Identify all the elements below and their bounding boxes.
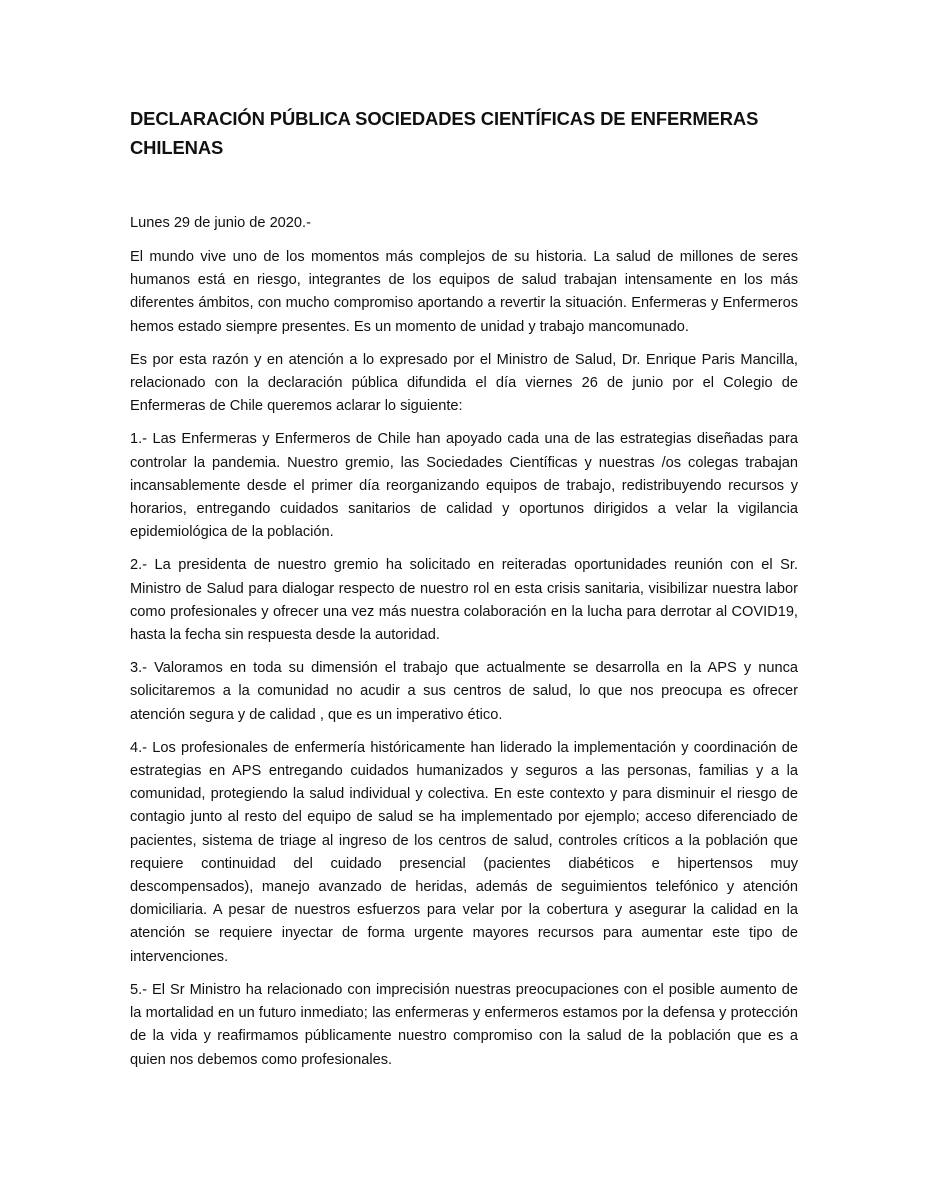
document-title (130, 104, 798, 162)
paragraph-context: Es por esta razón y en atención a lo expresado por el Ministro de Salud, Dr. Enrique Paris Mancilla, relacionado con la declaración pública difundida el día viernes 26 de junio por el Colegio de Enfermeras de Chile queremos aclarar lo siguiente: (130, 351, 798, 415)
paragraph-point-4: 4.- Los profesionales de enfermería históricamente han liderado la implementación y coordinación de estrategias en APS entregando cuidados humanizados y seguros a las personas, familias y a la comunidad, protegiendo la salud individual y colectiva. En este contexto y para disminuir el riesgo de contagio junto al resto del equipo de salud se ha implementado por ejemplo; acceso diferenciado de pacientes, sistema de triage al ingreso de los centros de salud, controles críticos a la población que requiere continuidad del cuidado presencial (pacientes diabéticos e hipertensos muy descompensados), manejo avanzado de heridas, además de seguimientos telefónico y atención domiciliaria. A pesar de nuestros esfuerzos para velar por la cobertura y asegurar la calidad en la atención se requiere inyectar de forma urgente mayores recursos para aumentar este tipo de intervenciones. (130, 739, 798, 965)
paragraph-point-3: 3.- Valoramos en toda su dimensión el trabajo que actualmente se desarrolla en la APS y nunca solicitaremos a la comunidad no acudir a sus centros de salud, lo que nos preocupa es ofrecer atención segura y de calidad , que es un imperativo ético. (130, 660, 798, 723)
title-line-1: DECLARACIÓN PÚBLICA SOCIEDADES CIENTÍFICAS DE ENFERMERAS (130, 108, 759, 129)
document-date: Lunes 29 de junio de 2020.- (130, 215, 311, 231)
document-page (130, 104, 798, 1072)
paragraph-point-1: 1.- Las Enfermeras y Enfermeros de Chile han apoyado cada una de las estrategias diseñadas para controlar la pandemia. Nuestro gremio, las Sociedades Científicas y nuestras /os colegas trabajan incansablemente desde el primer día reorganizando equipos de trabajo, redistribuyendo recursos y horarios, entregando cuidados sanitarios de calidad y oportunos dirigidos a velar la vigilancia epidemiológica de la población. (130, 431, 798, 541)
paragraph-point-5: 5.- El Sr Ministro ha relacionado con imprecisión nuestras preocupaciones con el posible aumento de la mortalidad en un futuro inmediato; las enfermeras y enfermeros estamos por la defensa y protección de la vida y reafirmamos públicamente nuestro compromiso con la salud de la población que es a quien nos debemos como profesionales. (130, 981, 798, 1068)
title-line-2: CHILENAS (130, 137, 224, 158)
paragraph-point-2: 2.- La presidenta de nuestro gremio ha solicitado en reiteradas oportunidades reunión con el Sr. Ministro de Salud para dialogar respecto de nuestro rol en esta crisis sanitaria, visibilizar nuestra labor como profesionales y ofrecer una vez más nuestra colaboración en la lucha para derrotar al COVID19, hasta la fecha sin respuesta desde la autoridad. (130, 557, 798, 644)
paragraph-intro: El mundo vive uno de los momentos más complejos de su historia. La salud de millones de seres humanos está en riesgo, integrantes de los equipos de salud trabajan intensamente en los más diferentes ámbitos, con mucho compromiso aportando a revertir la situación. Enfermeras y Enfermeros hemos estado siempre presentes. Es un momento de unidad y trabajo mancomunado. (130, 249, 798, 335)
